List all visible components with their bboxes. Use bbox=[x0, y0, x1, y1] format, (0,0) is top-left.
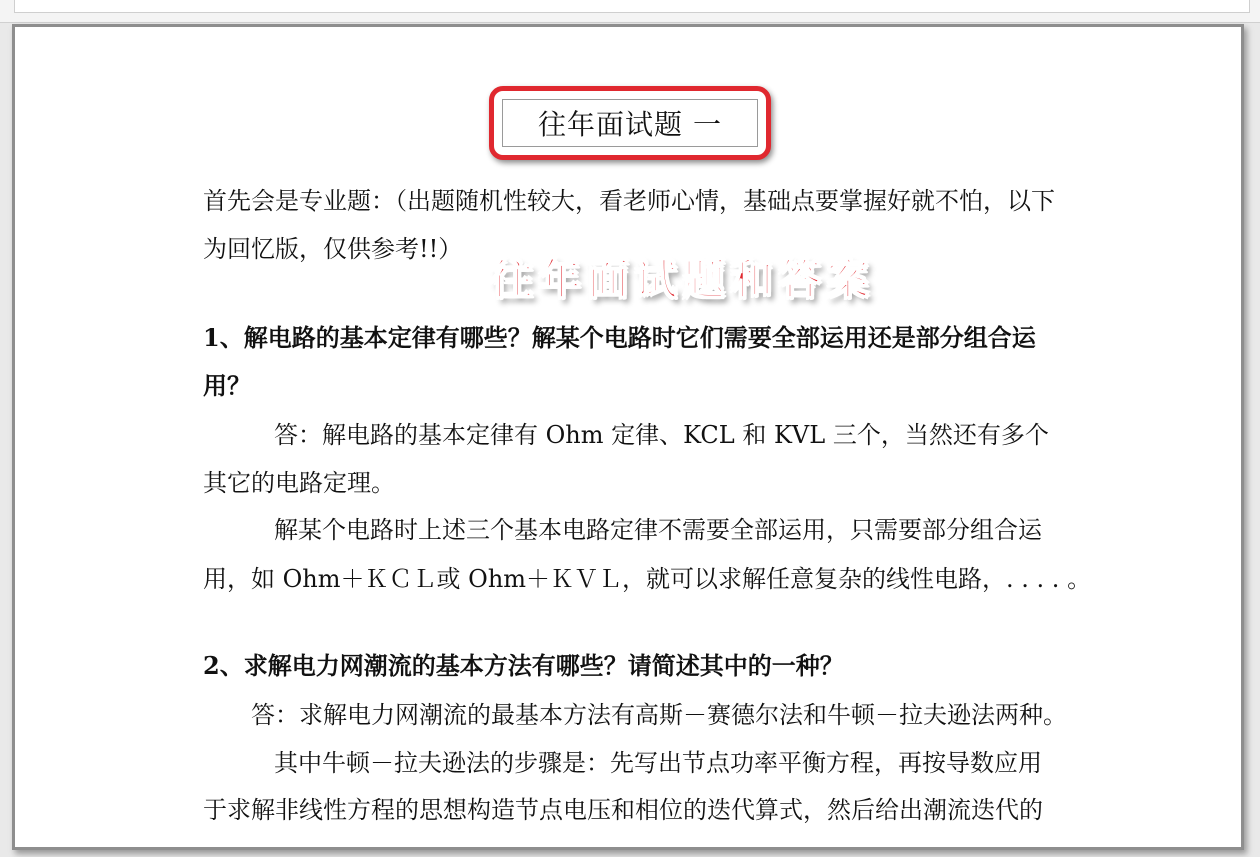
answer-2-line-3: 于求解非线性方程的思想构造节点电压和相位的迭代算式，然后给出潮流迭代的 bbox=[203, 796, 1043, 824]
intro-line-2: 为回忆版，仅供参考!!） bbox=[203, 235, 463, 263]
question-2-line-1: 2、求解电力网潮流的基本方法有哪些？请简述其中的一种？ bbox=[203, 651, 844, 680]
answer-1-line-3: 解某个电路时上述三个基本电路定律不需要全部运用，只需要部分组合运 bbox=[274, 516, 1042, 544]
overlay-heading: 往年面试题和答案 bbox=[491, 255, 876, 304]
question-1-line-1: 1、解电路的基本定律有哪些？解某个电路时它们需要全部运用还是部分组合运 bbox=[203, 323, 1036, 352]
answer-2-line-1: 答：求解电力网潮流的最基本方法有高斯－赛德尔法和牛顿－拉夫逊法两种。 bbox=[251, 701, 1067, 729]
answer-1-line-4: 用，如 Ohm＋ＫＣＬ或 Ohm＋ＫＶＬ，就可以求解任意复杂的线性电路，. . . . 。 bbox=[203, 565, 1092, 593]
document-page bbox=[12, 24, 1244, 850]
answer-1-line-1: 答：解电路的基本定律有 Ohm 定律、KCL 和 KVL 三个，当然还有多个 bbox=[274, 421, 1049, 449]
title-box bbox=[489, 86, 771, 160]
previous-page-edge bbox=[0, 0, 1260, 23]
page-title: 往年面试题 一 bbox=[502, 99, 758, 147]
intro-line-1: 首先会是专业题：（出题随机性较大，看老师心情，基础点要掌握好就不怕，以下 bbox=[203, 187, 1055, 215]
previous-page-bottom bbox=[14, 0, 1250, 13]
question-1-line-2: 用？ bbox=[203, 371, 251, 400]
answer-2-line-2: 其中牛顿－拉夫逊法的步骤是：先写出节点功率平衡方程，再按导数应用 bbox=[274, 749, 1042, 777]
answer-1-line-2: 其它的电路定理。 bbox=[203, 469, 395, 497]
